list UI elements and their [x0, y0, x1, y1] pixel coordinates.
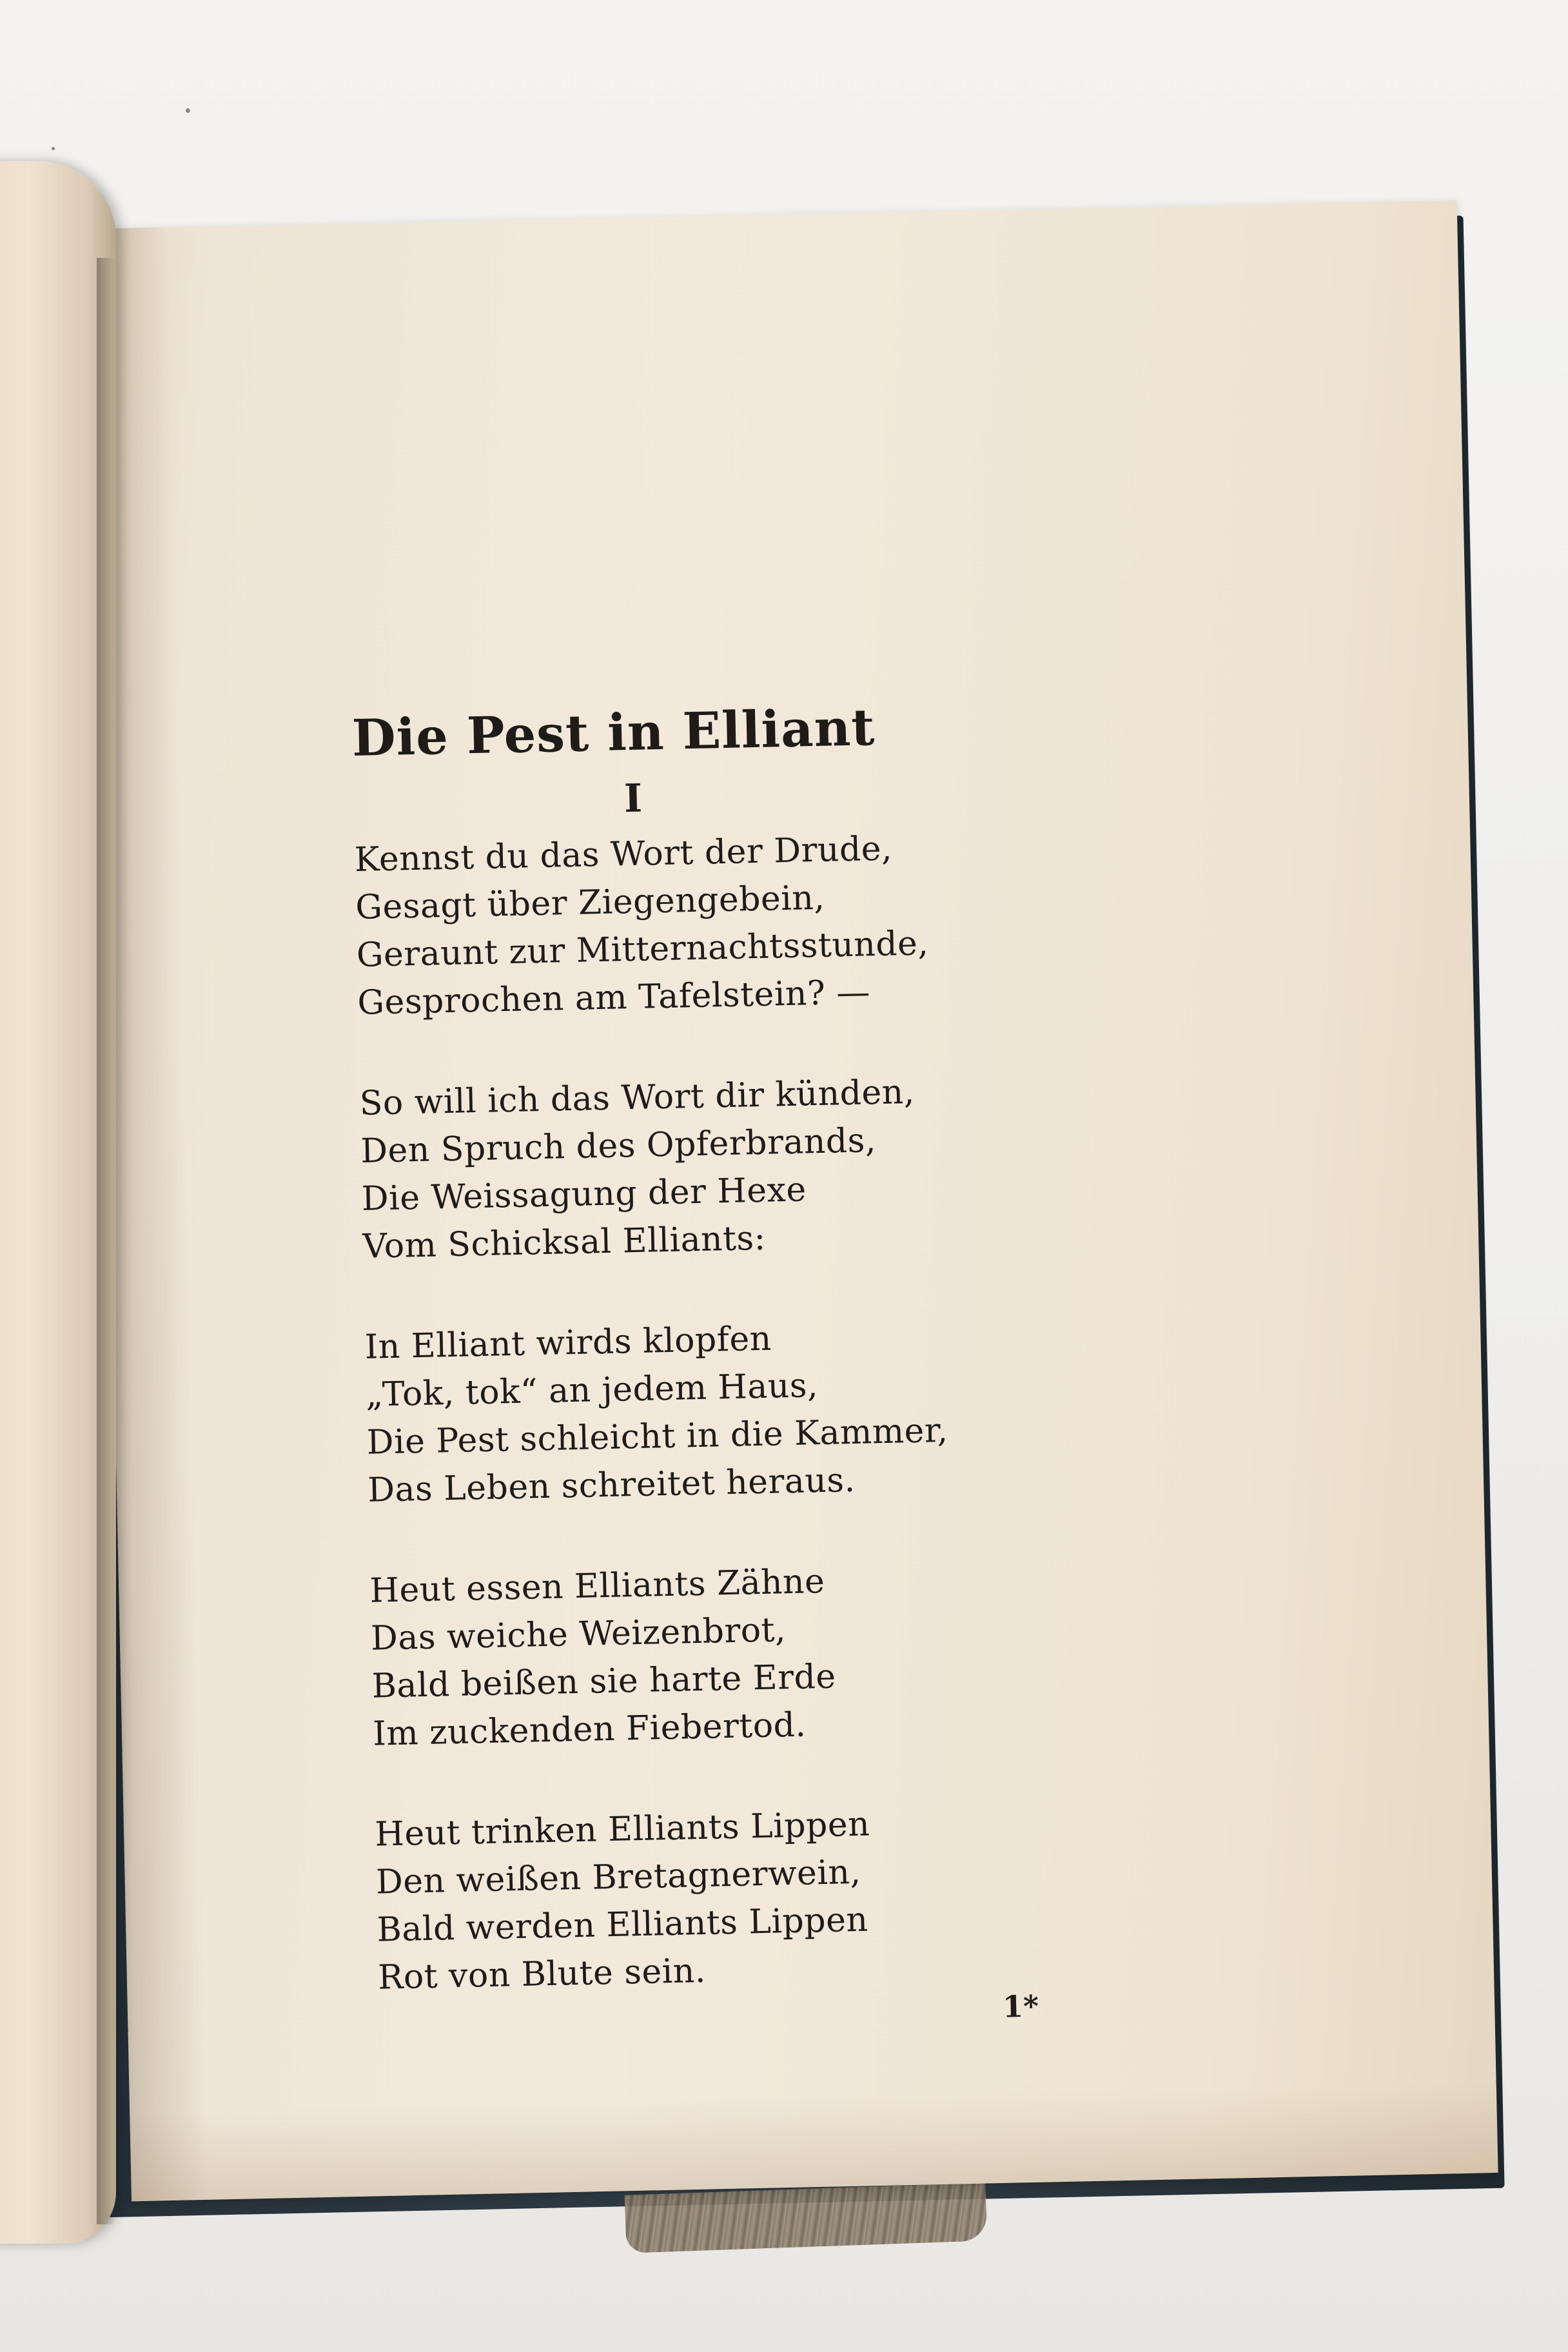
- stanza: [369, 1553, 1083, 1758]
- verse-line: Im zuckenden Fiebertod.: [372, 1705, 807, 1754]
- verse-line: Bald werden Elliants Lippen: [377, 1900, 868, 1950]
- verse-line: Bald beißen sie harte Erde: [371, 1657, 837, 1706]
- verse-line: Das Leben schreitet heraus.: [367, 1460, 856, 1510]
- frayed-binding: [625, 2182, 988, 2253]
- page-number: 1*: [1002, 1988, 1039, 2024]
- verse-line: Gesprochen am Tafelstein? —: [357, 973, 871, 1023]
- verse-line: Die Weissagung der Hexe: [361, 1170, 807, 1219]
- stanza: [364, 1309, 1077, 1514]
- verse-line: Geraunt zur Mitternachtsstunde,: [356, 924, 929, 975]
- verse-line: Kennst du das Wort der Drude,: [354, 829, 893, 879]
- verse-line: Den Spruch des Opferbrands,: [360, 1121, 877, 1171]
- verse-line: Heut trinken Elliants Lippen: [374, 1805, 870, 1854]
- stanza: [354, 821, 1067, 1027]
- verse-line: Gesagt über Ziegengebein,: [355, 878, 825, 927]
- verse-line: Den weißen Bretagnerwein,: [375, 1852, 862, 1902]
- verse-line: Heut essen Elliants Zähne: [369, 1562, 825, 1611]
- poem-text: [351, 694, 1088, 2055]
- poem-title: Die Pest in Elliant: [351, 698, 876, 768]
- verse-line: Die Pest schleicht in die Kammer,: [366, 1411, 949, 1462]
- left-page-edge-shadow: [97, 258, 115, 2224]
- stanza: [375, 1796, 1088, 2002]
- verse-line: Das weiche Weizenbrot,: [370, 1611, 787, 1658]
- verse-line: „Tok, tok“ an jedem Haus,: [365, 1366, 819, 1415]
- dust-speck: [52, 147, 55, 150]
- stanza: [359, 1065, 1072, 1271]
- verse-line: In Elliant wirds klopfen: [364, 1319, 772, 1367]
- verse-line: Rot von Blute sein.: [377, 1951, 707, 1997]
- dust-speck: [186, 108, 190, 113]
- verse-line: So will ich das Wort dir künden,: [359, 1072, 916, 1123]
- verse-line: Vom Schicksal Elliants:: [362, 1219, 767, 1266]
- part-number: I: [623, 776, 643, 822]
